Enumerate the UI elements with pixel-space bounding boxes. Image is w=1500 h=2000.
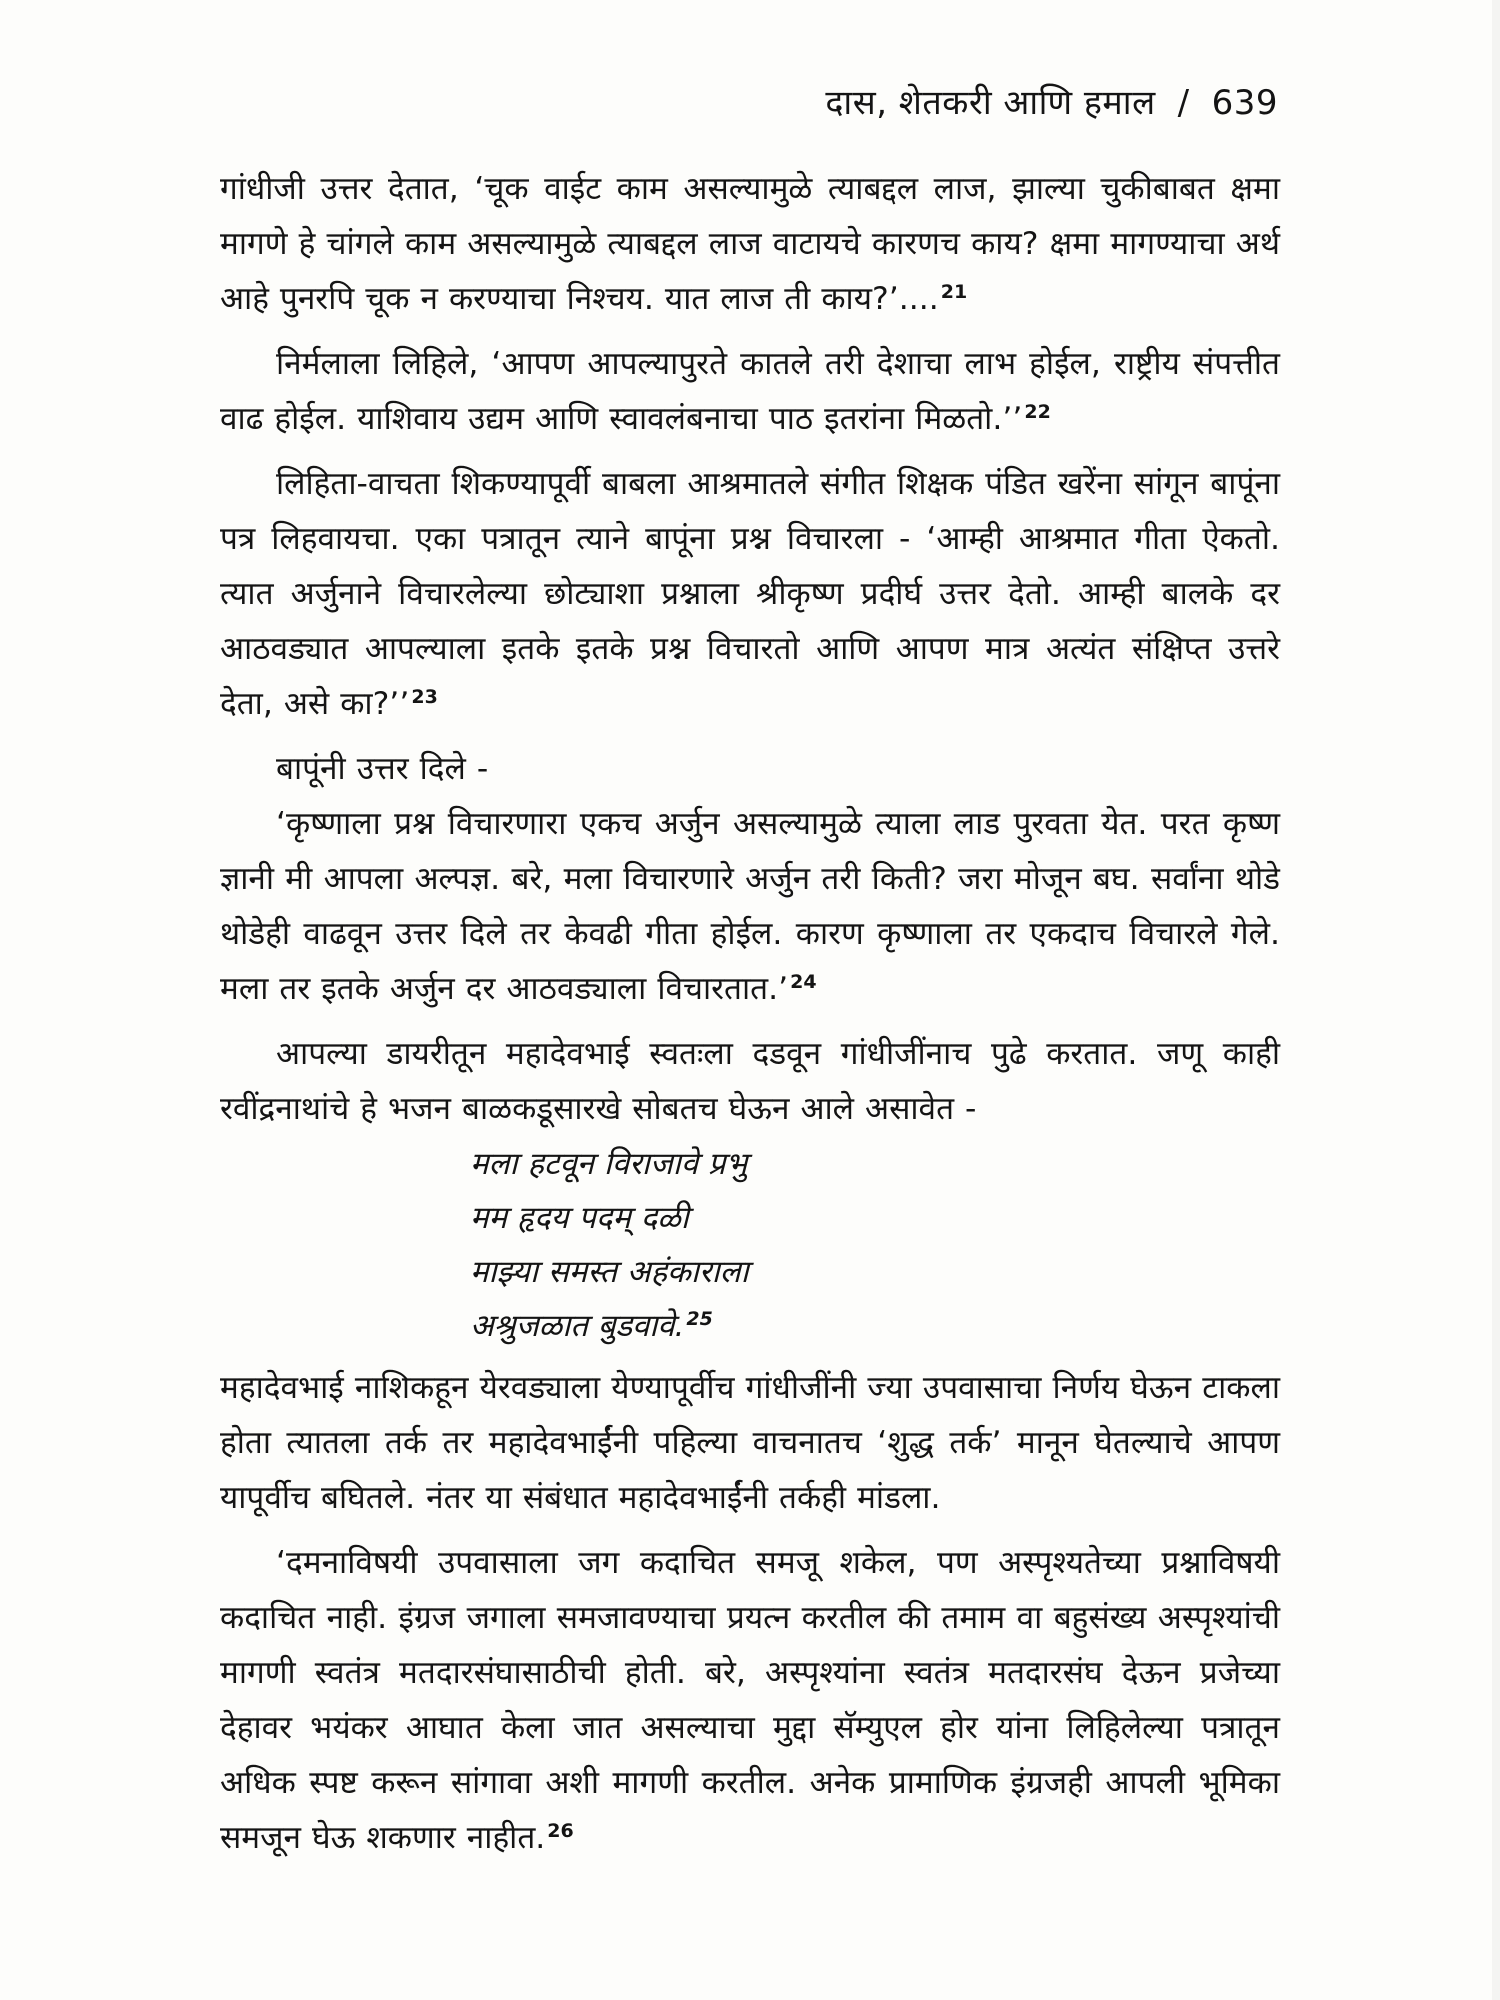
verse-line-last	[470, 1299, 1280, 1353]
running-title: दास, शेतकरी आणि हमाल	[825, 83, 1156, 123]
paragraph-3	[220, 457, 1280, 732]
paragraph-4	[220, 742, 1280, 797]
paragraph-6	[220, 1027, 1280, 1137]
verse-line-text: अश्रुजळात बुडवावे.	[470, 1308, 685, 1344]
paragraph-text: ‘कृष्णाला प्रश्न विचारणारा एकच अर्जुन असल्यामुळे त्याला लाड पुरवता येत. परत कृष्ण ज्ञानी मी आपला अल्पज्ञ. बरे, मला विचारणारे अर्जुन तरी किती? जरा मोजून बघ. सर्वांना थोडे थोडेही वाढवून उत्तर दिले तर केवढी गीता होईल. कारण कृष्णाला तर एकदाच विचारले गेले. मला तर इतके अर्जुन दर आठवड्याला विचारतात.’	[220, 806, 1280, 1007]
paragraph-8	[220, 1536, 1280, 1866]
paragraph-text: गांधीजी उत्तर देतात, ‘चूक वाईट काम असल्यामुळे त्याबद्दल लाज, झाल्या चुकीबाबत क्षमा मागणे हे चांगले काम असल्यामुळे त्याबद्दल लाज वाटायचे कारणच काय? क्षमा मागण्याचा अर्थ आहे पुनरपि चूक न करण्याचा निश्चय. यात लाज ती काय?’....	[220, 171, 1280, 317]
page-edge-shadow	[1492, 0, 1500, 2000]
footnote-marker: 26	[547, 1819, 574, 1842]
running-header	[825, 78, 1278, 124]
paragraph-5	[220, 797, 1280, 1017]
paragraph-text: महादेवभाई नाशिकहून येरवड्याला येण्यापूर्वीच गांधीजींनी ज्या उपवासाचा निर्णय घेऊन टाकला होता त्यातला तर्क तर महादेवभाईंनी पहिल्या वाचनातच ‘शुद्ध तर्क’ मानून घेतल्याचे आपण यापूर्वीच बघितले. नंतर या संबंधात महादेवभाईंनी तर्कही मांडला.	[220, 1370, 1280, 1516]
footnote-marker: 23	[411, 685, 438, 708]
page-number: 639	[1211, 83, 1278, 123]
paragraph-2	[220, 337, 1280, 447]
verse-line: माझ्या समस्त अहंकाराला	[470, 1254, 749, 1290]
paragraph-text: आपल्या डायरीतून महादेवभाई स्वतःला दडवून गांधीजींनाच पुढे करतात. जणू काही रवींद्रनाथांचे हे भजन बाळकडूसारखे सोबतच घेऊन आले असावेत -	[220, 1036, 1280, 1127]
header-separator: /	[1177, 83, 1190, 123]
verse-line: मला हटवून विराजावे प्रभु	[470, 1146, 748, 1182]
footnote-marker: 22	[1024, 400, 1051, 423]
paragraph-7	[220, 1361, 1280, 1526]
verse-block	[220, 1137, 1280, 1353]
footnote-marker: 24	[790, 970, 817, 993]
paragraph-1	[220, 162, 1280, 327]
paragraph-text: ‘दमनाविषयी उपवासाला जग कदाचित समजू शकेल, पण अस्पृश्यतेच्या प्रश्नाविषयी कदाचित नाही. इंग्रज जगाला समजावण्याचा प्रयत्न करतील की तमाम वा बहुसंख्य अस्पृश्यांची मागणी स्वतंत्र मतदारसंघासाठीची होती. बरे, अस्पृश्यांना स्वतंत्र मतदारसंघ देऊन प्रजेच्या देहावर भयंकर आघात केला जात असल्याचा मुद्दा सॅम्युएल होर यांना लिहिलेल्या पत्रातून अधिक स्पष्ट करून सांगावा अशी मागणी करतील. अनेक प्रामाणिक इंग्रजही आपली भूमिका समजून घेऊ शकणार नाहीत.	[220, 1545, 1280, 1856]
footnote-marker: 21	[940, 280, 968, 303]
paragraph-text: बापूंनी उत्तर दिले -	[276, 751, 489, 787]
footnote-marker: 25	[686, 1307, 713, 1330]
paragraph-text: निर्मलाला लिहिले, ‘आपण आपल्यापुरते कातले तरी देशाचा लाभ होईल, राष्ट्रीय संपत्तीत वाढ होईल. याशिवाय उद्यम आणि स्वावलंबनाचा पाठ इतरांना मिळतो.’’	[220, 346, 1280, 437]
paragraph-text: लिहिता-वाचता शिकण्यापूर्वी बाबला आश्रमातले संगीत शिक्षक पंडित खरेंना सांगून बापूंना पत्र लिहवायचा. एका पत्रातून त्याने बापूंना प्रश्न विचारला - ‘आम्ही आश्रमात गीता ऐकतो. त्यात अर्जुनाने विचारलेल्या छोट्याशा प्रश्नाला श्रीकृष्ण प्रदीर्घ उत्तर देतो. आम्ही बालके दर आठवड्यात आपल्याला इतके इतके प्रश्न विचारतो आणि आपण मात्र अत्यंत संक्षिप्त उत्तरे देता, असे का?’’	[220, 466, 1280, 722]
verse-line: मम हृदय पदम् दळी	[470, 1200, 689, 1236]
page-body	[220, 162, 1280, 1876]
